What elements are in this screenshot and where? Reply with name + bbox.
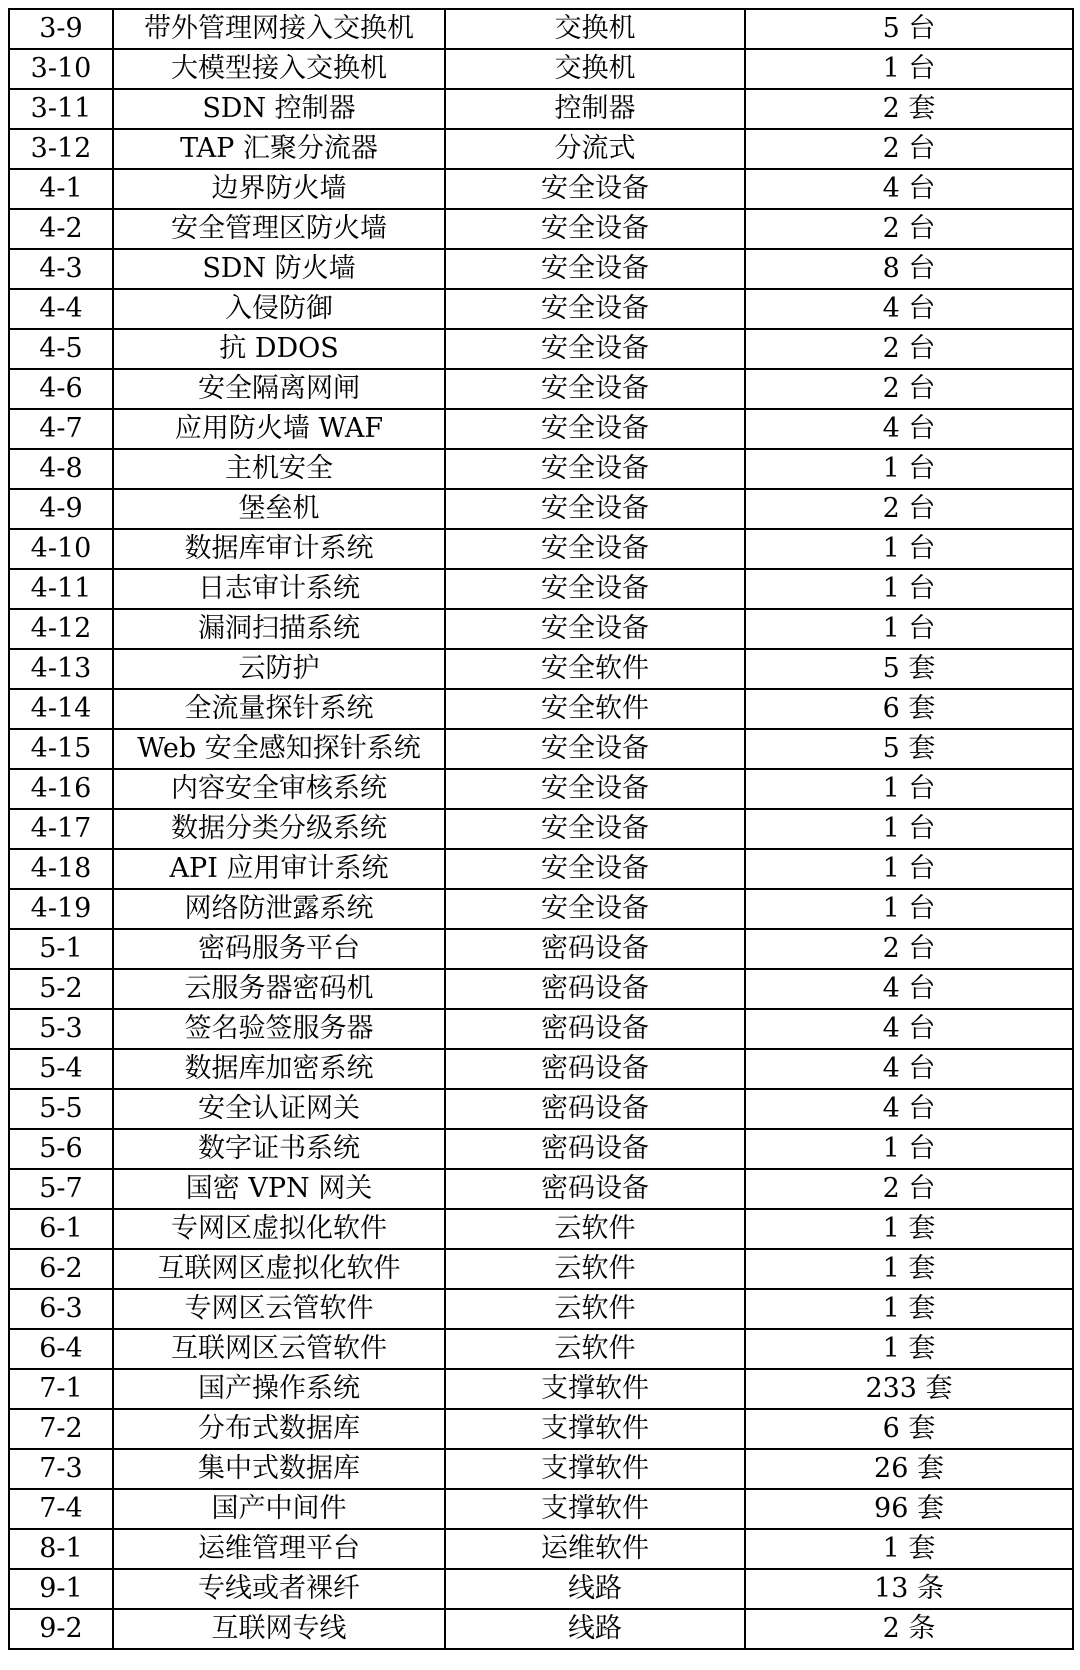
item-quantity-cell: 1 台 bbox=[745, 849, 1073, 889]
item-name-cell: API 应用审计系统 bbox=[113, 849, 445, 889]
item-type-cell: 安全设备 bbox=[445, 409, 745, 449]
item-name-cell: 云服务器密码机 bbox=[113, 969, 445, 1009]
item-name-cell: 安全认证网关 bbox=[113, 1089, 445, 1129]
table-row bbox=[9, 1489, 1073, 1529]
item-type-cell: 密码设备 bbox=[445, 929, 745, 969]
item-name-cell: 数字证书系统 bbox=[113, 1129, 445, 1169]
table-row bbox=[9, 1169, 1073, 1209]
item-number-cell: 5-4 bbox=[9, 1049, 113, 1089]
item-type-cell: 云软件 bbox=[445, 1289, 745, 1329]
item-quantity-cell: 233 套 bbox=[745, 1369, 1073, 1409]
item-name-cell: 边界防火墙 bbox=[113, 169, 445, 209]
table-row bbox=[9, 649, 1073, 689]
item-number-cell: 4-4 bbox=[9, 289, 113, 329]
item-type-cell: 密码设备 bbox=[445, 1129, 745, 1169]
item-quantity-cell: 1 套 bbox=[745, 1249, 1073, 1289]
item-number-cell: 4-7 bbox=[9, 409, 113, 449]
table-row bbox=[9, 169, 1073, 209]
item-number-cell: 4-13 bbox=[9, 649, 113, 689]
table-row bbox=[9, 849, 1073, 889]
item-quantity-cell: 4 台 bbox=[745, 1009, 1073, 1049]
item-quantity-cell: 1 台 bbox=[745, 769, 1073, 809]
item-number-cell: 7-4 bbox=[9, 1489, 113, 1529]
table-row bbox=[9, 1249, 1073, 1289]
item-type-cell: 支撑软件 bbox=[445, 1369, 745, 1409]
item-name-cell: 国产中间件 bbox=[113, 1489, 445, 1529]
item-number-cell: 4-9 bbox=[9, 489, 113, 529]
item-number-cell: 4-18 bbox=[9, 849, 113, 889]
table-row bbox=[9, 569, 1073, 609]
item-type-cell: 密码设备 bbox=[445, 1089, 745, 1129]
item-name-cell: 主机安全 bbox=[113, 449, 445, 489]
item-quantity-cell: 4 台 bbox=[745, 969, 1073, 1009]
item-quantity-cell: 1 台 bbox=[745, 1129, 1073, 1169]
table-row bbox=[9, 1049, 1073, 1089]
item-type-cell: 安全设备 bbox=[445, 169, 745, 209]
item-name-cell: 带外管理网接入交换机 bbox=[113, 9, 445, 49]
item-quantity-cell: 2 套 bbox=[745, 89, 1073, 129]
item-quantity-cell: 2 台 bbox=[745, 129, 1073, 169]
item-number-cell: 3-11 bbox=[9, 89, 113, 129]
item-number-cell: 4-1 bbox=[9, 169, 113, 209]
table-row bbox=[9, 769, 1073, 809]
item-name-cell: 签名验签服务器 bbox=[113, 1009, 445, 1049]
item-number-cell: 4-14 bbox=[9, 689, 113, 729]
item-number-cell: 4-2 bbox=[9, 209, 113, 249]
item-type-cell: 支撑软件 bbox=[445, 1489, 745, 1529]
item-quantity-cell: 1 台 bbox=[745, 889, 1073, 929]
item-number-cell: 4-12 bbox=[9, 609, 113, 649]
item-type-cell: 安全设备 bbox=[445, 249, 745, 289]
item-name-cell: 国产操作系统 bbox=[113, 1369, 445, 1409]
table-row bbox=[9, 1569, 1073, 1609]
item-name-cell: 数据库审计系统 bbox=[113, 529, 445, 569]
item-name-cell: 集中式数据库 bbox=[113, 1449, 445, 1489]
item-type-cell: 安全设备 bbox=[445, 809, 745, 849]
item-quantity-cell: 2 台 bbox=[745, 329, 1073, 369]
item-quantity-cell: 1 台 bbox=[745, 569, 1073, 609]
item-number-cell: 4-8 bbox=[9, 449, 113, 489]
table-row bbox=[9, 1529, 1073, 1569]
item-type-cell: 安全设备 bbox=[445, 289, 745, 329]
equipment-table-container bbox=[8, 8, 1074, 1650]
table-row bbox=[9, 1129, 1073, 1169]
item-number-cell: 5-3 bbox=[9, 1009, 113, 1049]
table-row bbox=[9, 449, 1073, 489]
item-name-cell: 数据分类分级系统 bbox=[113, 809, 445, 849]
table-row bbox=[9, 489, 1073, 529]
item-quantity-cell: 4 台 bbox=[745, 1049, 1073, 1089]
item-name-cell: 全流量探针系统 bbox=[113, 689, 445, 729]
item-type-cell: 安全设备 bbox=[445, 609, 745, 649]
item-name-cell: Web 安全感知探针系统 bbox=[113, 729, 445, 769]
item-type-cell: 线路 bbox=[445, 1609, 745, 1649]
table-row bbox=[9, 289, 1073, 329]
item-number-cell: 7-2 bbox=[9, 1409, 113, 1449]
item-number-cell: 6-2 bbox=[9, 1249, 113, 1289]
item-number-cell: 6-4 bbox=[9, 1329, 113, 1369]
item-quantity-cell: 4 台 bbox=[745, 1089, 1073, 1129]
item-name-cell: 专网区虚拟化软件 bbox=[113, 1209, 445, 1249]
item-quantity-cell: 5 台 bbox=[745, 9, 1073, 49]
item-number-cell: 3-10 bbox=[9, 49, 113, 89]
item-quantity-cell: 6 套 bbox=[745, 689, 1073, 729]
item-name-cell: 大模型接入交换机 bbox=[113, 49, 445, 89]
item-type-cell: 安全设备 bbox=[445, 489, 745, 529]
item-name-cell: 堡垒机 bbox=[113, 489, 445, 529]
equipment-table bbox=[8, 8, 1074, 1650]
item-name-cell: 网络防泄露系统 bbox=[113, 889, 445, 929]
item-number-cell: 4-17 bbox=[9, 809, 113, 849]
item-number-cell: 3-9 bbox=[9, 9, 113, 49]
item-quantity-cell: 96 套 bbox=[745, 1489, 1073, 1529]
item-type-cell: 运维软件 bbox=[445, 1529, 745, 1569]
table-row bbox=[9, 1449, 1073, 1489]
item-type-cell: 安全设备 bbox=[445, 729, 745, 769]
item-number-cell: 7-3 bbox=[9, 1449, 113, 1489]
item-type-cell: 安全设备 bbox=[445, 209, 745, 249]
table-row bbox=[9, 809, 1073, 849]
item-number-cell: 4-3 bbox=[9, 249, 113, 289]
table-row bbox=[9, 89, 1073, 129]
item-quantity-cell: 4 台 bbox=[745, 289, 1073, 329]
item-type-cell: 安全设备 bbox=[445, 569, 745, 609]
item-number-cell: 9-2 bbox=[9, 1609, 113, 1649]
item-number-cell: 4-11 bbox=[9, 569, 113, 609]
item-quantity-cell: 5 套 bbox=[745, 729, 1073, 769]
table-row bbox=[9, 369, 1073, 409]
item-quantity-cell: 1 套 bbox=[745, 1529, 1073, 1569]
item-name-cell: SDN 控制器 bbox=[113, 89, 445, 129]
item-quantity-cell: 4 台 bbox=[745, 169, 1073, 209]
item-quantity-cell: 1 套 bbox=[745, 1289, 1073, 1329]
item-name-cell: 互联网区云管软件 bbox=[113, 1329, 445, 1369]
item-quantity-cell: 1 台 bbox=[745, 529, 1073, 569]
item-quantity-cell: 13 条 bbox=[745, 1569, 1073, 1609]
item-type-cell: 云软件 bbox=[445, 1249, 745, 1289]
item-type-cell: 安全设备 bbox=[445, 529, 745, 569]
table-row bbox=[9, 529, 1073, 569]
item-name-cell: 分布式数据库 bbox=[113, 1409, 445, 1449]
item-quantity-cell: 2 台 bbox=[745, 209, 1073, 249]
item-name-cell: 运维管理平台 bbox=[113, 1529, 445, 1569]
table-row bbox=[9, 1609, 1073, 1649]
item-type-cell: 密码设备 bbox=[445, 1049, 745, 1089]
item-quantity-cell: 2 台 bbox=[745, 1169, 1073, 1209]
item-quantity-cell: 5 套 bbox=[745, 649, 1073, 689]
table-row bbox=[9, 1369, 1073, 1409]
item-type-cell: 云软件 bbox=[445, 1329, 745, 1369]
item-name-cell: 专网区云管软件 bbox=[113, 1289, 445, 1329]
table-row bbox=[9, 409, 1073, 449]
table-row bbox=[9, 929, 1073, 969]
item-quantity-cell: 8 台 bbox=[745, 249, 1073, 289]
item-quantity-cell: 1 台 bbox=[745, 449, 1073, 489]
item-type-cell: 线路 bbox=[445, 1569, 745, 1609]
item-quantity-cell: 1 台 bbox=[745, 609, 1073, 649]
item-name-cell: 安全隔离网闸 bbox=[113, 369, 445, 409]
item-type-cell: 安全设备 bbox=[445, 329, 745, 369]
item-quantity-cell: 4 台 bbox=[745, 409, 1073, 449]
item-quantity-cell: 26 套 bbox=[745, 1449, 1073, 1489]
item-quantity-cell: 1 台 bbox=[745, 809, 1073, 849]
item-number-cell: 4-15 bbox=[9, 729, 113, 769]
item-type-cell: 交换机 bbox=[445, 9, 745, 49]
item-name-cell: 抗 DDOS bbox=[113, 329, 445, 369]
item-name-cell: 日志审计系统 bbox=[113, 569, 445, 609]
table-row bbox=[9, 329, 1073, 369]
item-number-cell: 4-6 bbox=[9, 369, 113, 409]
item-number-cell: 5-5 bbox=[9, 1089, 113, 1129]
item-type-cell: 密码设备 bbox=[445, 1169, 745, 1209]
table-row bbox=[9, 129, 1073, 169]
item-type-cell: 安全设备 bbox=[445, 849, 745, 889]
table-row bbox=[9, 889, 1073, 929]
item-quantity-cell: 6 套 bbox=[745, 1409, 1073, 1449]
item-number-cell: 8-1 bbox=[9, 1529, 113, 1569]
item-number-cell: 7-1 bbox=[9, 1369, 113, 1409]
item-name-cell: 专线或者裸纤 bbox=[113, 1569, 445, 1609]
item-name-cell: 国密 VPN 网关 bbox=[113, 1169, 445, 1209]
table-row bbox=[9, 249, 1073, 289]
item-type-cell: 密码设备 bbox=[445, 969, 745, 1009]
table-row bbox=[9, 1009, 1073, 1049]
item-number-cell: 4-5 bbox=[9, 329, 113, 369]
item-quantity-cell: 2 台 bbox=[745, 929, 1073, 969]
item-name-cell: 互联网专线 bbox=[113, 1609, 445, 1649]
item-quantity-cell: 1 台 bbox=[745, 49, 1073, 89]
table-row bbox=[9, 1209, 1073, 1249]
equipment-table-body bbox=[9, 9, 1073, 1649]
item-number-cell: 5-2 bbox=[9, 969, 113, 1009]
item-type-cell: 云软件 bbox=[445, 1209, 745, 1249]
table-row bbox=[9, 9, 1073, 49]
item-name-cell: 应用防火墙 WAF bbox=[113, 409, 445, 449]
item-quantity-cell: 2 条 bbox=[745, 1609, 1073, 1649]
item-number-cell: 6-3 bbox=[9, 1289, 113, 1329]
item-name-cell: 密码服务平台 bbox=[113, 929, 445, 969]
item-name-cell: 数据库加密系统 bbox=[113, 1049, 445, 1089]
table-row bbox=[9, 1329, 1073, 1369]
item-type-cell: 支撑软件 bbox=[445, 1409, 745, 1449]
item-number-cell: 4-19 bbox=[9, 889, 113, 929]
table-row bbox=[9, 49, 1073, 89]
item-number-cell: 4-10 bbox=[9, 529, 113, 569]
item-number-cell: 5-1 bbox=[9, 929, 113, 969]
item-type-cell: 控制器 bbox=[445, 89, 745, 129]
table-row bbox=[9, 1289, 1073, 1329]
item-quantity-cell: 1 套 bbox=[745, 1209, 1073, 1249]
item-quantity-cell: 1 套 bbox=[745, 1329, 1073, 1369]
item-name-cell: 内容安全审核系统 bbox=[113, 769, 445, 809]
table-row bbox=[9, 729, 1073, 769]
item-number-cell: 5-7 bbox=[9, 1169, 113, 1209]
table-row bbox=[9, 969, 1073, 1009]
item-name-cell: 漏洞扫描系统 bbox=[113, 609, 445, 649]
item-number-cell: 5-6 bbox=[9, 1129, 113, 1169]
table-row bbox=[9, 1089, 1073, 1129]
item-type-cell: 安全设备 bbox=[445, 889, 745, 929]
table-row bbox=[9, 609, 1073, 649]
item-number-cell: 9-1 bbox=[9, 1569, 113, 1609]
item-number-cell: 6-1 bbox=[9, 1209, 113, 1249]
item-type-cell: 交换机 bbox=[445, 49, 745, 89]
item-quantity-cell: 2 台 bbox=[745, 489, 1073, 529]
table-row bbox=[9, 1409, 1073, 1449]
item-name-cell: 入侵防御 bbox=[113, 289, 445, 329]
item-type-cell: 分流式 bbox=[445, 129, 745, 169]
item-type-cell: 安全设备 bbox=[445, 449, 745, 489]
item-name-cell: SDN 防火墙 bbox=[113, 249, 445, 289]
item-type-cell: 安全设备 bbox=[445, 369, 745, 409]
item-type-cell: 安全软件 bbox=[445, 689, 745, 729]
item-quantity-cell: 2 台 bbox=[745, 369, 1073, 409]
item-name-cell: 云防护 bbox=[113, 649, 445, 689]
item-type-cell: 密码设备 bbox=[445, 1009, 745, 1049]
item-type-cell: 安全软件 bbox=[445, 649, 745, 689]
item-number-cell: 3-12 bbox=[9, 129, 113, 169]
table-row bbox=[9, 209, 1073, 249]
item-type-cell: 支撑软件 bbox=[445, 1449, 745, 1489]
item-name-cell: TAP 汇聚分流器 bbox=[113, 129, 445, 169]
item-number-cell: 4-16 bbox=[9, 769, 113, 809]
item-type-cell: 安全设备 bbox=[445, 769, 745, 809]
item-name-cell: 安全管理区防火墙 bbox=[113, 209, 445, 249]
table-row bbox=[9, 689, 1073, 729]
item-name-cell: 互联网区虚拟化软件 bbox=[113, 1249, 445, 1289]
